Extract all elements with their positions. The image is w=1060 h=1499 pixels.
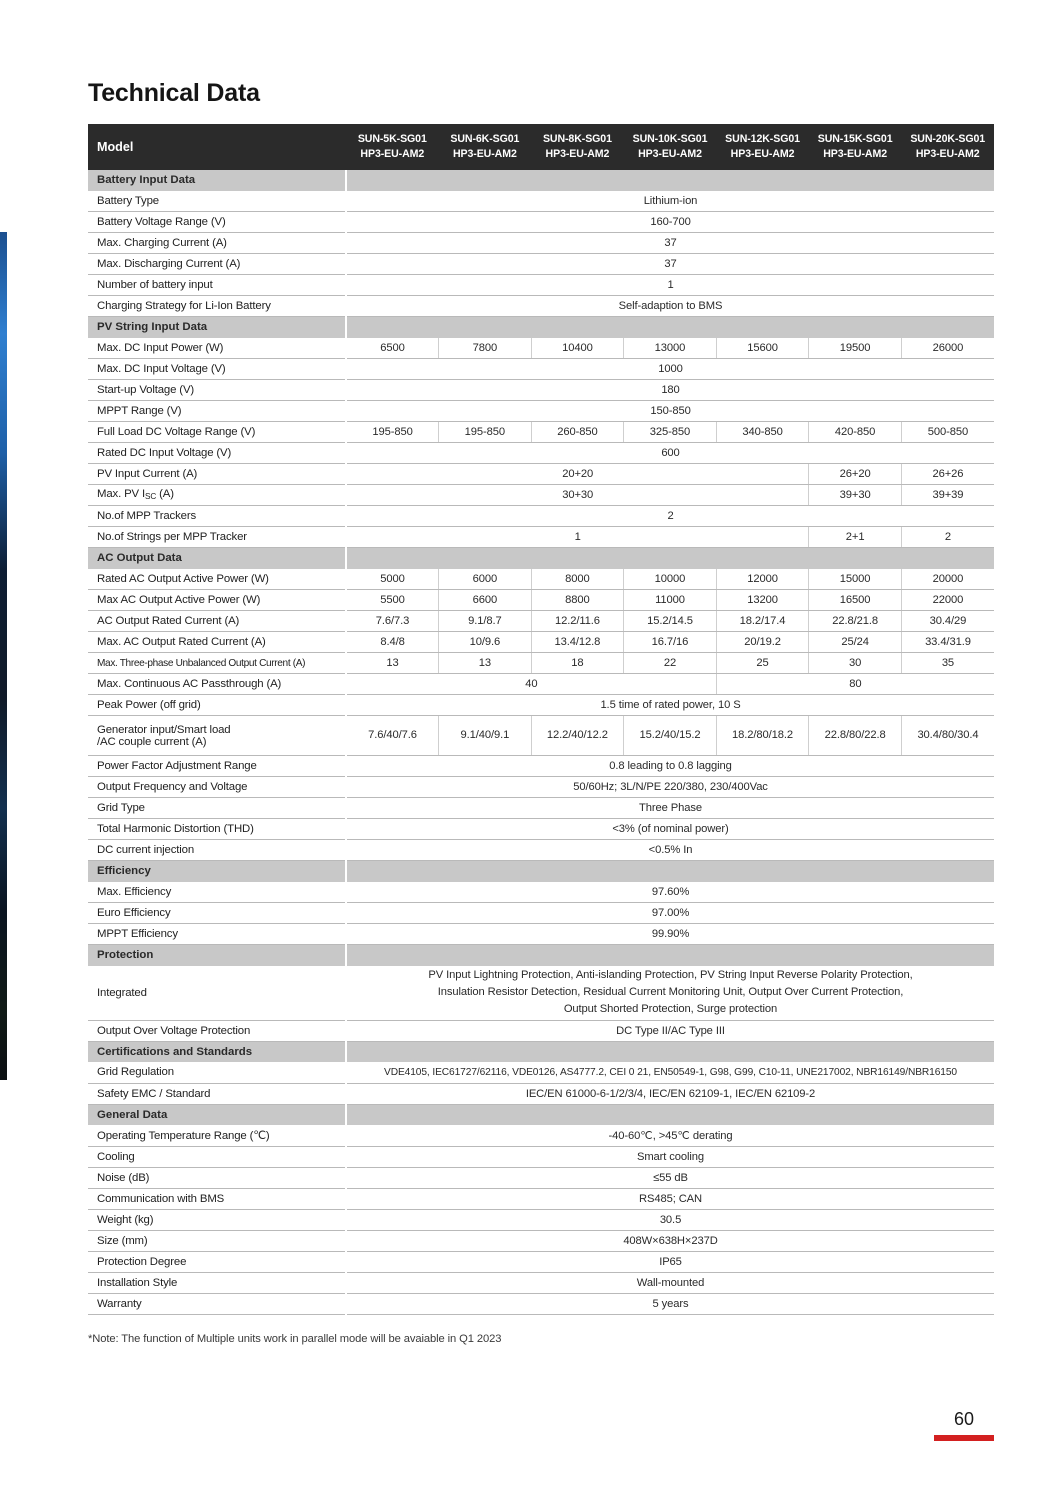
row-value: 18.2/80/18.2	[716, 716, 809, 756]
table-row	[88, 695, 994, 716]
table-row	[88, 1125, 994, 1146]
table-row	[88, 443, 994, 464]
row-value: 5 years	[346, 1293, 994, 1314]
row-label: Cooling	[88, 1146, 346, 1167]
row-value: <3% (of nominal power)	[346, 819, 994, 840]
row-label: Max. PV $I_{SC}$ (A)	[88, 485, 346, 506]
row-value: 160-700	[346, 212, 994, 233]
row-value: 0.8 leading to 0.8 lagging	[346, 756, 994, 777]
row-label: Grid Regulation	[88, 1062, 346, 1083]
row-label: Max. Discharging Current (A)	[88, 254, 346, 275]
row-value: 1000	[346, 359, 994, 380]
section-header-row	[88, 317, 994, 338]
header-model-1: SUN-5K-SG01 HP3-EU-AM2	[346, 124, 439, 170]
header-model-4: SUN-10K-SG01 HP3-EU-AM2	[624, 124, 717, 170]
table-row	[88, 924, 994, 945]
row-value: -40-60℃, >45℃ derating	[346, 1125, 994, 1146]
row-label: Max. Three-phase Unbalanced Output Current (A)	[88, 653, 346, 674]
table-row	[88, 1251, 994, 1272]
row-value: 22.8/80/22.8	[809, 716, 902, 756]
table-row	[88, 233, 994, 254]
row-value: 6600	[439, 590, 532, 611]
row-value: 15600	[716, 338, 809, 359]
table-row	[88, 1272, 994, 1293]
row-value: 2	[901, 527, 994, 548]
row-value: 13.4/12.8	[531, 632, 624, 653]
row-label: Max AC Output Active Power (W)	[88, 590, 346, 611]
section-header-fill	[346, 170, 994, 191]
row-value: 6500	[346, 338, 439, 359]
page-title: Technical Data	[88, 79, 260, 107]
row-value: 7.6/7.3	[346, 611, 439, 632]
row-value: 180	[346, 380, 994, 401]
row-value: 10400	[531, 338, 624, 359]
row-value: 7.6/40/7.6	[346, 716, 439, 756]
table-row	[88, 1209, 994, 1230]
table-row	[88, 653, 994, 674]
row-label: DC current injection	[88, 840, 346, 861]
row-value: 9.1/40/9.1	[439, 716, 532, 756]
row-value: 39+30	[809, 485, 902, 506]
row-label: PV Input Current (A)	[88, 464, 346, 485]
row-value: Self-adaption to BMS	[346, 296, 994, 317]
table-row	[88, 1293, 994, 1314]
row-value: 408W×638H×237D	[346, 1230, 994, 1251]
section-title: Certifications and Standards	[88, 1041, 346, 1062]
table-header-row	[88, 124, 994, 170]
row-value: 420-850	[809, 422, 902, 443]
row-value: 25	[716, 653, 809, 674]
row-value: 37	[346, 254, 994, 275]
table-row	[88, 611, 994, 632]
row-value: 25/24	[809, 632, 902, 653]
row-value: 20+20	[346, 464, 809, 485]
row-label: Battery Type	[88, 191, 346, 212]
section-header-fill	[346, 861, 994, 882]
row-value: 195-850	[346, 422, 439, 443]
table-row	[88, 777, 994, 798]
row-value: DC Type II/AC Type III	[346, 1020, 994, 1041]
table-row	[88, 674, 994, 695]
page-number: 60	[953, 1409, 975, 1429]
row-label: Rated DC Input Voltage (V)	[88, 443, 346, 464]
row-value: 325-850	[624, 422, 717, 443]
row-label: Operating Temperature Range (℃)	[88, 1125, 346, 1146]
row-value: 37	[346, 233, 994, 254]
row-value: 260-850	[531, 422, 624, 443]
row-value: 16500	[809, 590, 902, 611]
row-value: 35	[901, 653, 994, 674]
table-row	[88, 756, 994, 777]
section-header-row	[88, 861, 994, 882]
row-label: Number of battery input	[88, 275, 346, 296]
row-label: MPPT Efficiency	[88, 924, 346, 945]
row-value: PV Input Lightning Protection, Anti-islanding Protection, PV String Input Reverse Polarity Protection, Insulation Resistor Detection, Residual Current Monitoring Unit, Output Over Current Protection, Output Shorted Protection, Surge protection	[346, 966, 994, 1021]
row-label: No.of MPP Trackers	[88, 506, 346, 527]
table-row	[88, 840, 994, 861]
row-value: 39+39	[901, 485, 994, 506]
row-label: Rated AC Output Active Power (W)	[88, 569, 346, 590]
row-value: 30.4/80/30.4	[901, 716, 994, 756]
table-row	[88, 798, 994, 819]
section-header-row	[88, 945, 994, 966]
row-value: 2+1	[809, 527, 902, 548]
row-value: 20/19.2	[716, 632, 809, 653]
section-header-fill	[346, 945, 994, 966]
header-model-2: SUN-6K-SG01 HP3-EU-AM2	[439, 124, 532, 170]
table-row	[88, 1146, 994, 1167]
section-header-row	[88, 170, 994, 191]
table-row	[88, 966, 994, 1021]
row-value: 22.8/21.8	[809, 611, 902, 632]
table-row	[88, 590, 994, 611]
row-label: Max. DC Input Voltage (V)	[88, 359, 346, 380]
table-row	[88, 632, 994, 653]
row-value: 19500	[809, 338, 902, 359]
row-value: 7800	[439, 338, 532, 359]
row-value: 340-850	[716, 422, 809, 443]
page-edge-bleed-strip	[0, 232, 7, 1080]
row-label: Max. Charging Current (A)	[88, 233, 346, 254]
table-row	[88, 359, 994, 380]
row-value: 33.4/31.9	[901, 632, 994, 653]
row-value: 9.1/8.7	[439, 611, 532, 632]
table-row	[88, 1083, 994, 1104]
row-label: Battery Voltage Range (V)	[88, 212, 346, 233]
row-value: 12.2/11.6	[531, 611, 624, 632]
row-value: 13	[346, 653, 439, 674]
row-value: 20000	[901, 569, 994, 590]
row-label: Integrated	[88, 966, 346, 1021]
header-model-label: Model	[88, 124, 346, 170]
row-value: ≤55 dB	[346, 1167, 994, 1188]
row-value: IEC/EN 61000-6-1/2/3/4, IEC/EN 62109-1, IEC/EN 62109-2	[346, 1083, 994, 1104]
section-title: Protection	[88, 945, 346, 966]
row-label: Noise (dB)	[88, 1167, 346, 1188]
row-label: Warranty	[88, 1293, 346, 1314]
table-row	[88, 506, 994, 527]
row-value: 18	[531, 653, 624, 674]
row-value: <0.5% In	[346, 840, 994, 861]
row-value: IP65	[346, 1251, 994, 1272]
table-row	[88, 882, 994, 903]
row-value: 1.5 time of rated power, 10 S	[346, 695, 994, 716]
row-label: MPPT Range (V)	[88, 401, 346, 422]
table-row	[88, 716, 994, 756]
row-value: 30	[809, 653, 902, 674]
table-row	[88, 422, 994, 443]
row-value: 97.60%	[346, 882, 994, 903]
row-value: 12.2/40/12.2	[531, 716, 624, 756]
row-value: 13	[439, 653, 532, 674]
row-value: Lithium-ion	[346, 191, 994, 212]
section-title: General Data	[88, 1104, 346, 1125]
section-title: AC Output Data	[88, 548, 346, 569]
row-label: Installation Style	[88, 1272, 346, 1293]
page-content	[88, 0, 994, 1345]
row-label: Output Over Voltage Protection	[88, 1020, 346, 1041]
row-value: 80	[716, 674, 994, 695]
row-label: Full Load DC Voltage Range (V)	[88, 422, 346, 443]
row-value: 1	[346, 527, 809, 548]
row-value: 26+20	[809, 464, 902, 485]
row-value: 11000	[624, 590, 717, 611]
row-label: Max. AC Output Rated Current (A)	[88, 632, 346, 653]
row-value: 5500	[346, 590, 439, 611]
section-header-row	[88, 548, 994, 569]
row-value: VDE4105, IEC61727/62116, VDE0126, AS4777.2, CEI 0 21, EN50549-1, G98, G99, C10-11, UNE217002, NBR16149/NBR16150	[346, 1062, 994, 1083]
table-row	[88, 527, 994, 548]
row-value: 15000	[809, 569, 902, 590]
table-row	[88, 1188, 994, 1209]
table-row	[88, 1230, 994, 1251]
row-value: 13000	[624, 338, 717, 359]
table-row	[88, 569, 994, 590]
row-label: Output Frequency and Voltage	[88, 777, 346, 798]
row-value: 8.4/8	[346, 632, 439, 653]
section-title: Efficiency	[88, 861, 346, 882]
row-value: RS485; CAN	[346, 1188, 994, 1209]
row-label: AC Output Rated Current (A)	[88, 611, 346, 632]
row-label: Charging Strategy for Li-Ion Battery	[88, 296, 346, 317]
row-label: Max. Efficiency	[88, 882, 346, 903]
header-model-6: SUN-15K-SG01 HP3-EU-AM2	[809, 124, 902, 170]
row-value: 15.2/40/15.2	[624, 716, 717, 756]
table-row	[88, 275, 994, 296]
row-label: Max. Continuous AC Passthrough (A)	[88, 674, 346, 695]
row-label: Start-up Voltage (V)	[88, 380, 346, 401]
table-row	[88, 380, 994, 401]
page-folio	[934, 1410, 994, 1441]
section-header-fill	[346, 1041, 994, 1062]
technical-data-table	[88, 124, 994, 1315]
header-model-3: SUN-8K-SG01 HP3-EU-AM2	[531, 124, 624, 170]
row-value: 16.7/16	[624, 632, 717, 653]
row-value: Wall-mounted	[346, 1272, 994, 1293]
header-model-7: SUN-20K-SG01 HP3-EU-AM2	[901, 124, 994, 170]
section-title: Battery Input Data	[88, 170, 346, 191]
row-value: 50/60Hz; 3L/N/PE 220/380, 230/400Vac	[346, 777, 994, 798]
row-label: Generator input/Smart load /AC couple current (A)	[88, 716, 346, 756]
table-row	[88, 903, 994, 924]
row-value: 30.5	[346, 1209, 994, 1230]
row-value: 12000	[716, 569, 809, 590]
table-row	[88, 1062, 994, 1083]
row-value: 5000	[346, 569, 439, 590]
section-header-row	[88, 1104, 994, 1125]
row-value: 500-850	[901, 422, 994, 443]
row-label: Peak Power (off grid)	[88, 695, 346, 716]
table-row	[88, 296, 994, 317]
row-value: 195-850	[439, 422, 532, 443]
table-row	[88, 1020, 994, 1041]
table-row	[88, 191, 994, 212]
section-header-row	[88, 1041, 994, 1062]
header-model-5: SUN-12K-SG01 HP3-EU-AM2	[716, 124, 809, 170]
row-label: Total Harmonic Distortion (THD)	[88, 819, 346, 840]
row-value: 13200	[716, 590, 809, 611]
row-value: 8000	[531, 569, 624, 590]
row-value: 6000	[439, 569, 532, 590]
table-row	[88, 401, 994, 422]
row-label: Euro Efficiency	[88, 903, 346, 924]
row-value: 30.4/29	[901, 611, 994, 632]
table-row	[88, 485, 994, 506]
section-header-fill	[346, 1104, 994, 1125]
row-label: Weight (kg)	[88, 1209, 346, 1230]
row-value: 1	[346, 275, 994, 296]
row-value: 22	[624, 653, 717, 674]
section-header-fill	[346, 317, 994, 338]
row-value: 600	[346, 443, 994, 464]
row-value: 97.00%	[346, 903, 994, 924]
section-header-fill	[346, 548, 994, 569]
table-footnote: *Note: The function of Multiple units work in parallel mode will be avaiable in Q1 2023	[88, 1332, 502, 1345]
row-label: Max. DC Input Power (W)	[88, 338, 346, 359]
table-row	[88, 464, 994, 485]
row-label: Protection Degree	[88, 1251, 346, 1272]
row-value: 40	[346, 674, 716, 695]
section-title: PV String Input Data	[88, 317, 346, 338]
row-value: 150-850	[346, 401, 994, 422]
row-label: Communication with BMS	[88, 1188, 346, 1209]
row-label: Size (mm)	[88, 1230, 346, 1251]
row-value: 18.2/17.4	[716, 611, 809, 632]
row-label: No.of Strings per MPP Tracker	[88, 527, 346, 548]
row-label: Grid Type	[88, 798, 346, 819]
table-row	[88, 254, 994, 275]
row-value: 15.2/14.5	[624, 611, 717, 632]
row-value: 8800	[531, 590, 624, 611]
row-value: Three Phase	[346, 798, 994, 819]
folio-accent-rule	[934, 1435, 994, 1441]
row-label: Power Factor Adjustment Range	[88, 756, 346, 777]
table-row	[88, 212, 994, 233]
row-value: 30+30	[346, 485, 809, 506]
row-value: 26000	[901, 338, 994, 359]
row-value: 26+26	[901, 464, 994, 485]
table-row	[88, 338, 994, 359]
row-value: 2	[346, 506, 994, 527]
row-value: 99.90%	[346, 924, 994, 945]
row-label: Safety EMC / Standard	[88, 1083, 346, 1104]
row-value: 22000	[901, 590, 994, 611]
row-value: Smart cooling	[346, 1146, 994, 1167]
row-value: 10/9.6	[439, 632, 532, 653]
table-row	[88, 1167, 994, 1188]
row-value: 10000	[624, 569, 717, 590]
table-row	[88, 819, 994, 840]
